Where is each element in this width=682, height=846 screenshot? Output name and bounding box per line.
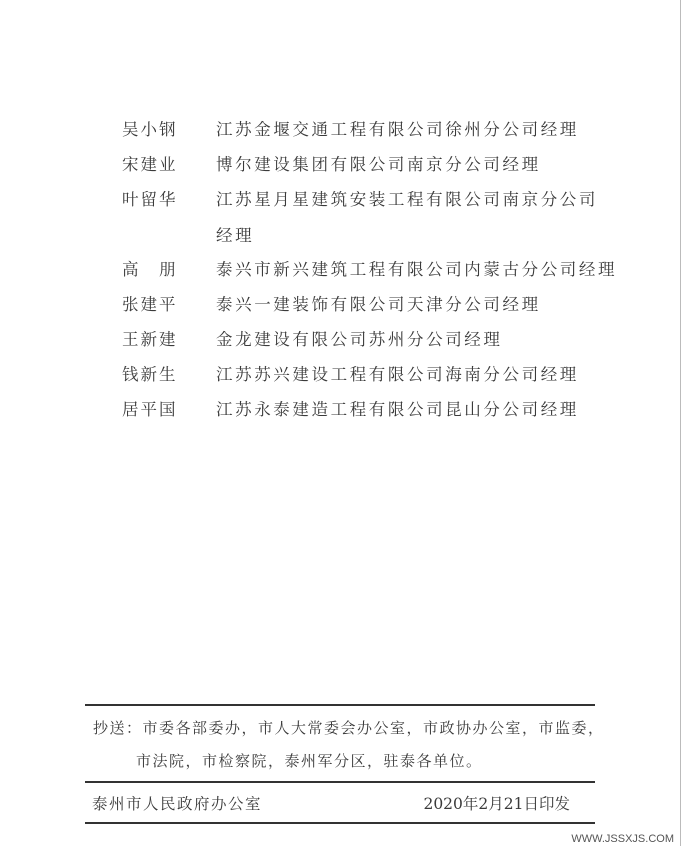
- person-name: 高 朋: [122, 260, 178, 279]
- person-title: 江苏金堰交通工程有限公司徐州分公司经理: [216, 120, 579, 139]
- person-title-continuation: 经理: [216, 226, 255, 245]
- cc-line-2: 市法院，市检察院，泰州军分区，驻泰各单位。: [136, 752, 483, 770]
- person-name: 钱新生: [122, 365, 178, 384]
- person-title: 博尔建设集团有限公司南京分公司经理: [216, 155, 541, 174]
- person-name: 王新建: [122, 330, 178, 349]
- divider: [85, 704, 595, 706]
- person-title: 金龙建设有限公司苏州分公司经理: [216, 330, 503, 349]
- issuer: 泰州市人民政府办公室: [92, 795, 263, 813]
- person-name: 吴小钢: [122, 120, 178, 139]
- person-title: 江苏永泰建造工程有限公司昆山分公司经理: [216, 400, 579, 419]
- page-edge: [680, 0, 681, 846]
- divider: [85, 822, 595, 824]
- cc-line-1: 抄送：市委各部委办，市人大常委会办公室，市政协办公室，市监委，: [93, 719, 605, 737]
- issue-date: 2020年2月21日印发: [423, 795, 570, 813]
- person-title: 泰兴市新兴建筑工程有限公司内蒙古分公司经理: [216, 260, 618, 279]
- watermark: WWW.JSSXJS.COM: [571, 833, 674, 845]
- person-name: 宋建业: [122, 155, 178, 174]
- person-title: 泰兴一建装饰有限公司天津分公司经理: [216, 295, 541, 314]
- person-name: 张建平: [122, 295, 178, 314]
- person-name: 居平国: [122, 400, 178, 419]
- person-title: 江苏星月星建筑安装工程有限公司南京分公司: [216, 190, 598, 209]
- person-name: 叶留华: [122, 190, 178, 209]
- divider: [85, 781, 595, 783]
- person-title: 江苏苏兴建设工程有限公司海南分公司经理: [216, 365, 579, 384]
